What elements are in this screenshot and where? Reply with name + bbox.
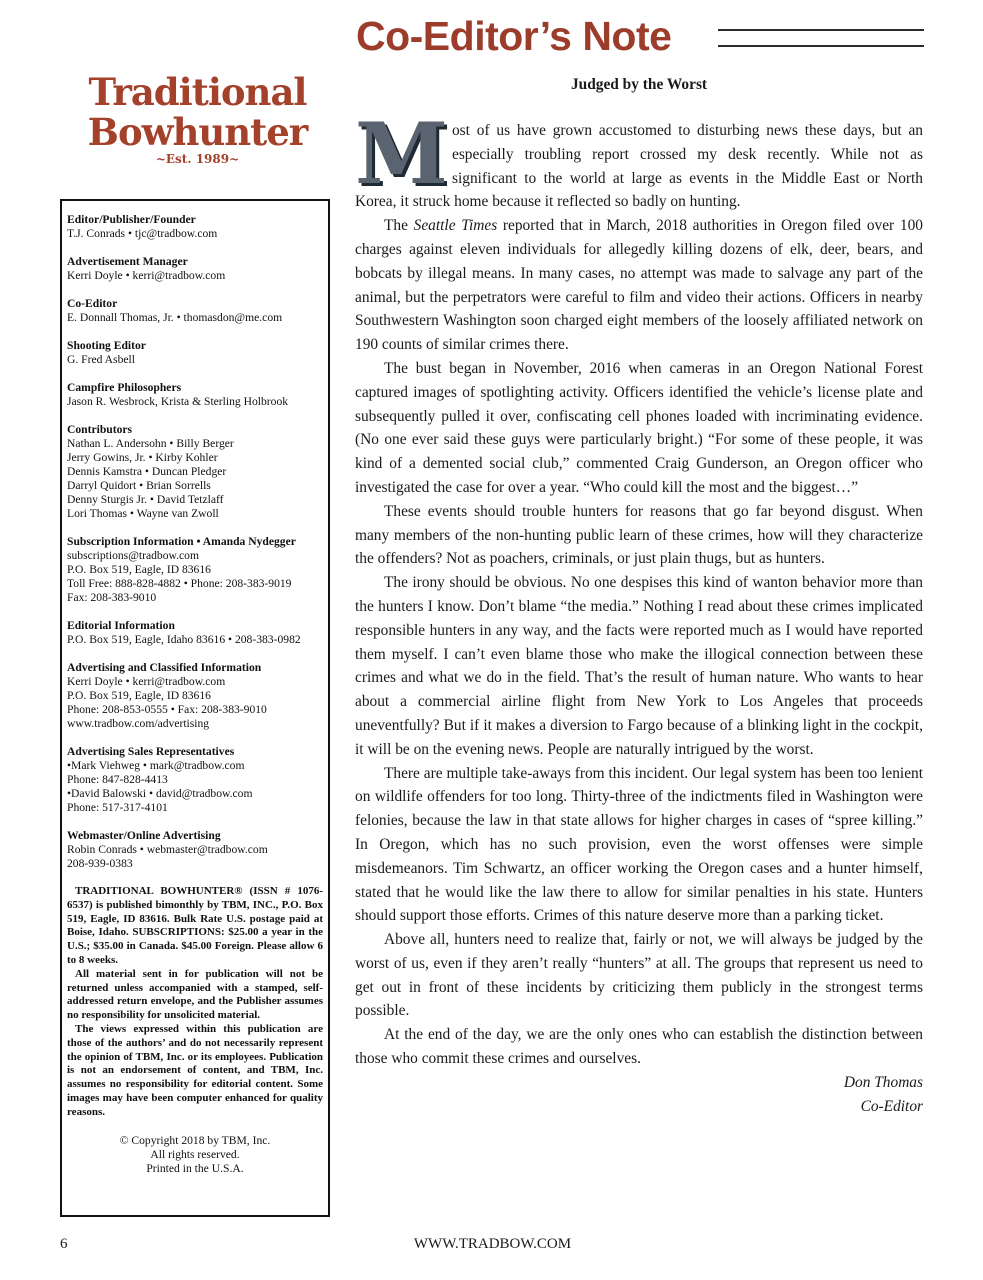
traditional-bowhunter-logo: [60, 70, 335, 170]
masthead-line: Fax: 208-383-9010: [67, 591, 157, 604]
masthead-line: Dennis Kamstra • Duncan Pledger: [67, 465, 227, 478]
masthead-line: Toll Free: 888-828-4882 • Phone: 208-383-9019: [67, 577, 292, 590]
article-subtitle: Judged by the Worst: [570, 76, 708, 93]
article-paragraph-2: [355, 214, 923, 357]
copyright-line: © Copyright 2018 by TBM, Inc.: [119, 1133, 271, 1147]
masthead-block: [67, 339, 323, 367]
masthead-line: Denny Sturgis Jr. • David Tetzlaff: [67, 493, 224, 506]
copyright-line: Printed in the U.S.A.: [146, 1161, 244, 1175]
masthead-line: E. Donnall Thomas, Jr. • thomasdon@me.com: [67, 311, 283, 324]
article-paragraph: The irony should be obvious. No one despises this kind of wanton behavior more than the hunters I know. Don’t blame “the media.” Nothing I read about these crimes implicated responsible hunters in any way, and the facts were reported much as I would have reported them myself. I can’t even blame those who make the illogical connection between these crimes and what we do in the field. That’s the result of human nature. Who wants to hear about a commercial airline flight from New York to Los Angeles that proceeds uneventfully? But if it makes a diversion to Fargo because of a blinking light in the cockpit, it will be on the evening news. People are naturally intrigued by the worst.: [355, 574, 923, 758]
header-rule-top: [718, 29, 924, 31]
article-paragraph: The bust began in November, 2016 when cameras in an Oregon National Forest captured images of spotlighting activity. Officers identified the vehicle’s license plate and subsequently pulled it over, confiscating cell phones loaded with incriminating evidence. (No one ever said these guys were particularly bright.) “For some of these people, it was kind of a demented social club,” commented Craig Gunderson, an Oregon officer who investigated the case for over a year. “Who could kill the most and the biggest…”: [355, 359, 923, 496]
masthead-heading: Advertisement Manager: [67, 255, 188, 268]
masthead-line: Phone: 517-317-4101: [67, 801, 168, 814]
masthead-heading: Editorial Information: [67, 619, 175, 632]
masthead-line: P.O. Box 519, Eagle, ID 83616: [67, 563, 211, 576]
masthead-heading: Subscription Information • Amanda Nydegger: [67, 535, 296, 548]
header-rule-bottom: [718, 45, 924, 47]
copyright-line: All rights reserved.: [150, 1147, 240, 1161]
masthead-heading: Editor/Publisher/Founder: [67, 213, 196, 226]
masthead-line: Jerry Gowins, Jr. • Kirby Kohler: [67, 451, 218, 464]
masthead-staff-list: [67, 213, 323, 871]
masthead-heading: Shooting Editor: [67, 339, 146, 352]
legal-paragraph: The views expressed within this publication are those of the authors’ and do not necessarily represent the opinion of TBM, Inc. or its employees. Publication is not an endorsement of content, and TBM, Inc. assumes no responsibility for editorial content. Some images may have been computer enhanced for quality reasons.: [67, 1022, 323, 1118]
logo-established: ~Est. 1989~: [155, 152, 240, 166]
masthead-heading: Co-Editor: [67, 297, 118, 310]
masthead-box: [60, 199, 330, 1217]
legal-paragraph: All material sent in for publication will not be returned unless accompanied with a stamped, self-addressed return envelope, and the Publisher assumes no responsibility for unsolicited material.: [67, 967, 323, 1022]
masthead-block: [67, 381, 323, 409]
masthead-line: P.O. Box 519, Eagle, Idaho 83616 • 208-383-0982: [67, 633, 301, 646]
masthead-block: [67, 297, 323, 325]
masthead-line: Kerri Doyle • kerri@tradbow.com: [67, 269, 226, 282]
page-number: 6: [60, 1236, 68, 1252]
article-paragraph: There are multiple take-aways from this incident. Our legal system has been too lenient on wildlife offenders for too long. Thirty-three of the indictments filed in Washington were felonies, because the law in that state allows for higher charges in cases of “spree killing.” In Oregon, which has no such provision, even the worst offenses were simple misdemeanors. Tim Schwartz, an officer working the Oregon cases and a hunter himself, stated that he would like the law there to allow for similar penalties in his state. Hunters should support those efforts. Crimes of this nature deserve more than a parking ticket.: [355, 764, 923, 925]
masthead-line: Robin Conrads • webmaster@tradbow.com: [67, 843, 268, 856]
section-title: Co-Editor’s Note: [356, 13, 672, 59]
masthead-line: subscriptions@tradbow.com: [67, 549, 199, 562]
masthead-block: [67, 829, 323, 871]
masthead-heading: Advertising and Classified Information: [67, 661, 262, 674]
masthead-block: [67, 255, 323, 283]
masthead-line: Phone: 208-853-0555 • Fax: 208-383-9010: [67, 703, 267, 716]
article-paragraph: At the end of the day, we are the only ones who can establish the distinction between those who commit these crimes and ourselves.: [355, 1026, 923, 1068]
masthead-copyright: [67, 1134, 323, 1176]
masthead-block: [67, 745, 323, 815]
footer-url: WWW.TRADBOW.COM: [413, 1236, 572, 1252]
masthead-block: [67, 423, 323, 521]
publication-name: Seattle Times: [413, 217, 498, 235]
masthead-line: www.tradbow.com/advertising: [67, 717, 210, 730]
drop-cap: M: [355, 104, 446, 203]
article-paragraph-1-text: ost of us have grown accustomed to disturbing news these days, but an especially troubling report crossed my desk recently. While not as significant to the world at large as events in the Middle East or North Korea, it struck home because it reflected so badly on hunting.: [355, 122, 923, 211]
masthead-line: •David Balowski • david@tradbow.com: [67, 787, 253, 800]
masthead-heading: Campfire Philosophers: [67, 381, 182, 394]
legal-paragraph: TRADITIONAL BOWHUNTER® (ISSN # 1076-6537) is published bimonthly by TBM, INC., P.O. Box 519, Eagle, ID 83616. Bulk Rate U.S. postage paid at Boise, Idaho. SUBSCRIPTIONS: $25.00 a year in the U.S.; $35.00 in Canada. $45.00 Foreign. Please allow 6 to 8 weeks.: [67, 885, 323, 966]
masthead-line: G. Fred Asbell: [67, 353, 135, 366]
masthead-block: [67, 661, 323, 731]
masthead-block: [67, 535, 323, 605]
article: [355, 70, 923, 1118]
author-name: Don Thomas: [843, 1073, 923, 1091]
masthead-line: 208-939-0383: [67, 857, 133, 870]
masthead-line: Phone: 847-828-4413: [67, 773, 168, 786]
author-title: Co-Editor: [860, 1097, 923, 1115]
masthead-line: •Mark Viehweg • mark@tradbow.com: [67, 759, 245, 772]
masthead-line: Nathan L. Andersohn • Billy Berger: [67, 437, 234, 450]
p2-text-post: reported that in March, 2018 authorities in Oregon filed over 100 charges against eleven individuals for allegedly killing dozens of elk, deer, bears, and bobcats by illegal means. In many cases, no attempt was made to salvage any part of the animal, but the perpetrators were careful to film and video their actions. Officers in nearby Southwestern Washington soon charged eight members of the loosely affiliated network on 190 counts of similar crimes there.: [355, 217, 923, 354]
article-paragraph: These events should trouble hunters for reasons that go far beyond disgust. When many members of the non-hunting public learn of these crimes, how will they characterize the offenders? Not as poachers, criminals, or just plain thugs, but as hunters.: [355, 502, 923, 568]
masthead-line: Lori Thomas • Wayne van Zwoll: [67, 507, 219, 520]
masthead-line: T.J. Conrads • tjc@tradbow.com: [67, 227, 218, 240]
logo-line-2: Bowhunter: [87, 110, 308, 154]
masthead-line: Kerri Doyle • kerri@tradbow.com: [67, 675, 226, 688]
masthead-line: P.O. Box 519, Eagle, ID 83616: [67, 689, 211, 702]
masthead-block: [67, 213, 323, 241]
article-paragraph-1: [355, 104, 923, 214]
masthead-line: Darryl Quidort • Brian Sorrells: [67, 479, 211, 492]
masthead-heading: Webmaster/Online Advertising: [67, 829, 221, 842]
masthead-heading: Advertising Sales Representatives: [67, 745, 235, 758]
masthead-block: [67, 619, 323, 647]
p2-text-pre: The: [384, 217, 414, 235]
logo-line-1: Traditional: [88, 70, 307, 114]
masthead-line: Jason R. Wesbrock, Krista & Sterling Holbrook: [67, 395, 289, 408]
article-body-rest: [355, 357, 923, 1071]
article-paragraph: Above all, hunters need to realize that, fairly or not, we will always be judged by the worst of us, even if they aren’t really “hunters” at all. The groups that represent us need to get out in front of these incidents by criticizing them publicly in the strongest terms possible.: [355, 931, 923, 1020]
masthead-legal-notice: [67, 885, 323, 1120]
masthead-heading: Contributors: [67, 423, 133, 436]
